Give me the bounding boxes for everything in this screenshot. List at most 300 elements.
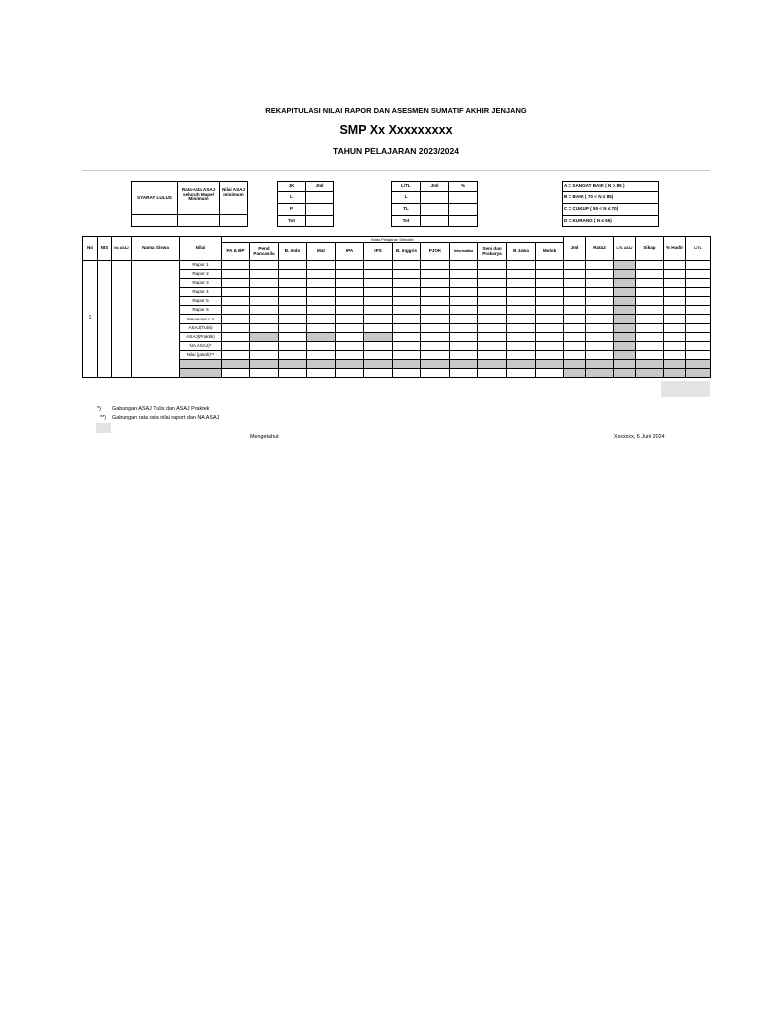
summary-cell <box>586 261 614 270</box>
divider-line <box>82 170 710 171</box>
academic-year: TAHUN PELAJARAN 2023/2024 <box>333 146 459 156</box>
score-cell <box>393 306 421 315</box>
summary-cell <box>586 270 614 279</box>
recap-table <box>82 236 711 378</box>
nilai-row-label: ASAJ(Tulis) <box>180 324 222 333</box>
summary-cell <box>686 324 711 333</box>
score-cell <box>279 297 307 306</box>
ltl-jml-header: Jml <box>421 182 449 192</box>
summary-cell <box>564 279 586 288</box>
col-no: No <box>83 237 98 261</box>
score-cell <box>421 297 450 306</box>
score-cell <box>393 315 421 324</box>
score-cell <box>364 315 393 324</box>
score-cell <box>421 270 450 279</box>
subject-header: IPA <box>336 243 364 261</box>
grade-legend-item: D = KURANG ( N ≤ 55) <box>563 216 659 227</box>
score-cell <box>279 270 307 279</box>
score-cell <box>536 360 564 369</box>
score-cell <box>478 324 507 333</box>
score-cell <box>336 306 364 315</box>
score-cell <box>421 360 450 369</box>
col-ltl: L/TL <box>686 237 711 261</box>
summary-cell <box>664 288 686 297</box>
summary-cell <box>664 261 686 270</box>
student-number: 1 <box>83 261 98 378</box>
col-nilai: Nilai <box>180 237 222 261</box>
summary-cell <box>664 369 686 378</box>
score-cell <box>279 306 307 315</box>
score-cell <box>536 279 564 288</box>
subject-header: Informatika <box>450 243 478 261</box>
score-cell <box>478 297 507 306</box>
score-cell <box>421 306 450 315</box>
jk-row-label: L <box>278 192 306 204</box>
score-cell <box>450 279 478 288</box>
subject-header: B. Inggris <box>393 243 421 261</box>
syarat-lulus-label: SYARAT LULUS <box>132 182 178 215</box>
summary-cell <box>636 270 664 279</box>
subject-header: Mat <box>307 243 336 261</box>
score-cell <box>450 333 478 342</box>
ltl-row-label: Tot <box>392 216 421 227</box>
score-cell <box>364 279 393 288</box>
score-cell <box>307 324 336 333</box>
col-hadir: % Hadir <box>664 237 686 261</box>
score-cell <box>222 351 250 360</box>
score-cell <box>536 324 564 333</box>
score-cell <box>307 360 336 369</box>
score-cell <box>336 261 364 270</box>
score-cell <box>364 306 393 315</box>
ltl-row-label: TL <box>392 204 421 216</box>
summary-cell <box>564 333 586 342</box>
score-cell <box>393 261 421 270</box>
grade-legend-table <box>562 181 659 227</box>
jk-value <box>306 192 334 204</box>
grade-legend-item: B = BAIK ( 70 < N ≤ 85) <box>563 192 659 204</box>
score-cell <box>307 342 336 351</box>
score-cell <box>364 351 393 360</box>
syarat-cell <box>132 215 178 227</box>
syarat-lulus-table <box>131 181 248 227</box>
summary-cell <box>664 297 686 306</box>
score-cell <box>250 270 279 279</box>
summary-cell <box>636 297 664 306</box>
score-cell <box>279 261 307 270</box>
ltl-row-label: L <box>392 192 421 204</box>
summary-cell <box>686 270 711 279</box>
summary-cell <box>686 351 711 360</box>
score-cell <box>364 261 393 270</box>
syarat-avg-min-label: Rata-rata ASAJ seluruh Mapel Minimum <box>178 182 220 215</box>
score-cell <box>336 288 364 297</box>
score-cell <box>478 351 507 360</box>
summary-cell <box>586 333 614 342</box>
nilai-row-label <box>180 369 222 378</box>
score-cell <box>536 315 564 324</box>
score-cell <box>364 324 393 333</box>
nilai-row-label: Rapor 4 <box>180 288 222 297</box>
score-cell <box>222 315 250 324</box>
score-cell <box>450 351 478 360</box>
score-cell <box>250 324 279 333</box>
score-cell <box>507 279 536 288</box>
score-cell <box>250 315 279 324</box>
score-cell <box>250 351 279 360</box>
score-cell <box>536 297 564 306</box>
subject-header: IPS <box>364 243 393 261</box>
grade-legend-item: A = SANGAT BAIK ( N > 85 ) <box>563 182 659 192</box>
summary-cell <box>636 333 664 342</box>
score-cell <box>250 297 279 306</box>
summary-cell <box>586 342 614 351</box>
shaded-box <box>96 423 111 433</box>
score-cell <box>536 369 564 378</box>
summary-cell <box>614 270 636 279</box>
score-cell <box>336 369 364 378</box>
nilai-row-label: Rapor 6 <box>180 306 222 315</box>
summary-cell <box>586 297 614 306</box>
subject-header: B Jawa <box>507 243 536 261</box>
summary-cell <box>664 315 686 324</box>
summary-cell <box>686 306 711 315</box>
summary-cell <box>664 360 686 369</box>
student-nama-cell <box>132 261 180 378</box>
score-cell <box>250 306 279 315</box>
score-cell <box>507 369 536 378</box>
summary-cell <box>664 270 686 279</box>
summary-cell <box>586 279 614 288</box>
nilai-row-label: Nilai (jasah)** <box>180 351 222 360</box>
summary-cell <box>636 324 664 333</box>
table-row <box>83 261 711 270</box>
summary-cell <box>564 324 586 333</box>
score-cell <box>336 324 364 333</box>
score-cell <box>450 270 478 279</box>
score-cell <box>279 315 307 324</box>
summary-cell <box>586 306 614 315</box>
score-cell <box>507 360 536 369</box>
score-cell <box>222 369 250 378</box>
score-cell <box>421 261 450 270</box>
score-cell <box>393 342 421 351</box>
summary-cell <box>564 342 586 351</box>
summary-cell <box>664 342 686 351</box>
summary-cell <box>586 315 614 324</box>
score-cell <box>279 324 307 333</box>
summary-cell <box>614 306 636 315</box>
signature-date: Xxxxxxx, 6 Juni 2024 <box>614 434 665 440</box>
score-cell <box>336 351 364 360</box>
syarat-avg-value <box>178 215 220 227</box>
score-cell <box>222 306 250 315</box>
score-cell <box>450 360 478 369</box>
nilai-row-label: Rapor 2 <box>180 270 222 279</box>
subject-header: Pend Pancasila <box>250 243 279 261</box>
footnote-text: Gabungan ASAJ Tulis dan ASAJ Praktek <box>112 406 210 412</box>
score-cell <box>421 369 450 378</box>
score-cell <box>364 297 393 306</box>
summary-cell <box>586 360 614 369</box>
col-ltl-asaj: L/TL ASAJ <box>614 237 636 261</box>
summary-cell <box>686 279 711 288</box>
score-cell <box>507 351 536 360</box>
ltl-percent-header: % <box>449 182 478 192</box>
nilai-row-label: Rapor 5 <box>180 297 222 306</box>
ltl-value <box>421 192 449 204</box>
score-cell <box>421 288 450 297</box>
score-cell <box>478 315 507 324</box>
score-cell <box>222 297 250 306</box>
col-rata2: Rata2 <box>586 237 614 261</box>
score-cell <box>478 360 507 369</box>
score-cell <box>307 279 336 288</box>
score-cell <box>336 315 364 324</box>
subject-group-header: Mata Pelajaran Sekolah <box>222 237 564 243</box>
score-cell <box>478 333 507 342</box>
summary-cell <box>664 324 686 333</box>
school-name: SMP Xx Xxxxxxxxx <box>339 123 453 137</box>
score-cell <box>450 261 478 270</box>
summary-cell <box>686 315 711 324</box>
score-cell <box>250 288 279 297</box>
summary-cell <box>614 369 636 378</box>
score-cell <box>307 261 336 270</box>
score-cell <box>279 360 307 369</box>
score-cell <box>364 333 393 342</box>
score-cell <box>450 306 478 315</box>
score-cell <box>393 351 421 360</box>
score-cell <box>393 288 421 297</box>
score-cell <box>364 360 393 369</box>
score-cell <box>222 360 250 369</box>
col-no-asaj: No ASAJ <box>112 237 132 261</box>
summary-cell <box>686 261 711 270</box>
score-cell <box>478 369 507 378</box>
subject-header: PJOK <box>421 243 450 261</box>
score-cell <box>279 288 307 297</box>
score-cell <box>279 342 307 351</box>
col-jml: Jml <box>564 237 586 261</box>
nilai-row-label: NA ASAJ)* <box>180 342 222 351</box>
score-cell <box>536 306 564 315</box>
score-cell <box>307 297 336 306</box>
summary-cell <box>636 342 664 351</box>
score-cell <box>393 270 421 279</box>
footnote-mark: *) <box>97 406 101 412</box>
pass-count-table <box>391 181 478 227</box>
score-cell <box>307 369 336 378</box>
col-nama-siswa: Nama Siswa <box>132 237 180 261</box>
score-cell <box>450 288 478 297</box>
col-nis: NIS <box>98 237 112 261</box>
score-cell <box>250 333 279 342</box>
subject-header: B. Indo <box>279 243 307 261</box>
score-cell <box>250 261 279 270</box>
student-no-asaj-cell <box>112 261 132 378</box>
subject-header: Seni dan Prakarya <box>478 243 507 261</box>
score-cell <box>421 351 450 360</box>
score-cell <box>393 297 421 306</box>
score-cell <box>393 333 421 342</box>
score-cell <box>222 324 250 333</box>
summary-cell <box>686 342 711 351</box>
score-cell <box>507 324 536 333</box>
summary-cell <box>564 360 586 369</box>
score-cell <box>222 288 250 297</box>
summary-cell <box>564 351 586 360</box>
nilai-row-label: Rata-rata rapor 1 - 6 <box>180 315 222 324</box>
score-cell <box>222 261 250 270</box>
score-cell <box>507 306 536 315</box>
score-cell <box>450 324 478 333</box>
summary-cell <box>614 297 636 306</box>
score-cell <box>536 342 564 351</box>
summary-cell <box>614 279 636 288</box>
summary-cell <box>564 297 586 306</box>
summary-cell <box>564 261 586 270</box>
score-cell <box>222 270 250 279</box>
score-cell <box>364 342 393 351</box>
score-cell <box>222 333 250 342</box>
summary-cell <box>614 360 636 369</box>
score-cell <box>536 333 564 342</box>
summary-cell <box>564 288 586 297</box>
score-cell <box>307 270 336 279</box>
summary-cell <box>686 360 711 369</box>
score-cell <box>507 261 536 270</box>
score-cell <box>222 279 250 288</box>
summary-cell <box>686 333 711 342</box>
score-cell <box>478 306 507 315</box>
score-cell <box>250 360 279 369</box>
summary-cell <box>636 360 664 369</box>
score-cell <box>478 270 507 279</box>
summary-cell <box>614 315 636 324</box>
score-cell <box>536 270 564 279</box>
summary-cell <box>586 351 614 360</box>
score-cell <box>336 297 364 306</box>
score-cell <box>393 360 421 369</box>
subject-header: PA & BP <box>222 243 250 261</box>
score-cell <box>364 288 393 297</box>
score-cell <box>507 342 536 351</box>
summary-cell <box>564 369 586 378</box>
summary-cell <box>614 333 636 342</box>
signature-left: Mengetahui: <box>250 434 280 440</box>
score-cell <box>250 342 279 351</box>
summary-cell <box>586 369 614 378</box>
score-cell <box>336 342 364 351</box>
score-cell <box>421 324 450 333</box>
score-cell <box>478 288 507 297</box>
score-cell <box>421 315 450 324</box>
score-cell <box>279 369 307 378</box>
summary-cell <box>664 306 686 315</box>
score-cell <box>536 288 564 297</box>
score-cell <box>307 333 336 342</box>
summary-cell <box>614 324 636 333</box>
grade-legend-item: C = CUKUP ( 55 < N ≤ 70) <box>563 204 659 216</box>
score-cell <box>536 351 564 360</box>
score-cell <box>507 288 536 297</box>
summary-cell <box>686 297 711 306</box>
summary-cell <box>586 288 614 297</box>
syarat-asaj-min-label: Nilai ASAJ minimum <box>220 182 248 215</box>
jk-row-label: Tot <box>278 216 306 227</box>
summary-cell <box>686 369 711 378</box>
score-cell <box>222 342 250 351</box>
score-cell <box>307 306 336 315</box>
ltl-value <box>421 204 449 216</box>
score-cell <box>507 297 536 306</box>
jk-header: JK <box>278 182 306 192</box>
summary-cell <box>614 261 636 270</box>
score-cell <box>279 279 307 288</box>
nilai-row-label <box>180 360 222 369</box>
score-cell <box>336 360 364 369</box>
subject-header: Mulok <box>536 243 564 261</box>
col-sikap: Sikap <box>636 237 664 261</box>
score-cell <box>250 279 279 288</box>
score-cell <box>250 369 279 378</box>
score-cell <box>478 279 507 288</box>
summary-cell <box>636 279 664 288</box>
ltl-percent <box>449 192 478 204</box>
summary-cell <box>636 369 664 378</box>
score-cell <box>421 279 450 288</box>
score-cell <box>450 342 478 351</box>
summary-cell <box>664 333 686 342</box>
summary-cell <box>614 351 636 360</box>
report-title: REKAPITULASI NILAI RAPOR DAN ASESMEN SUMATIF AKHIR JENJANG <box>265 106 527 115</box>
score-cell <box>478 261 507 270</box>
summary-cell <box>564 306 586 315</box>
gender-count-table <box>277 181 334 227</box>
summary-cell <box>636 351 664 360</box>
summary-cell <box>614 342 636 351</box>
score-cell <box>364 270 393 279</box>
score-cell <box>307 288 336 297</box>
score-cell <box>421 333 450 342</box>
score-cell <box>393 279 421 288</box>
summary-cell <box>636 288 664 297</box>
score-cell <box>536 261 564 270</box>
score-cell <box>507 270 536 279</box>
nilai-row-label: Rapor 3 <box>180 279 222 288</box>
score-cell <box>307 315 336 324</box>
score-cell <box>421 342 450 351</box>
score-cell <box>450 297 478 306</box>
score-cell <box>507 315 536 324</box>
student-nis-cell <box>98 261 112 378</box>
summary-cell <box>636 261 664 270</box>
score-cell <box>336 333 364 342</box>
summary-cell <box>664 279 686 288</box>
summary-cell <box>564 270 586 279</box>
summary-cell <box>636 315 664 324</box>
summary-cell <box>564 315 586 324</box>
ltl-percent <box>449 216 478 227</box>
summary-cell <box>586 324 614 333</box>
score-cell <box>507 333 536 342</box>
summary-cell <box>636 306 664 315</box>
jk-value <box>306 216 334 227</box>
jk-value <box>306 204 334 216</box>
score-cell <box>336 270 364 279</box>
jk-jml-header: Jml <box>306 182 334 192</box>
